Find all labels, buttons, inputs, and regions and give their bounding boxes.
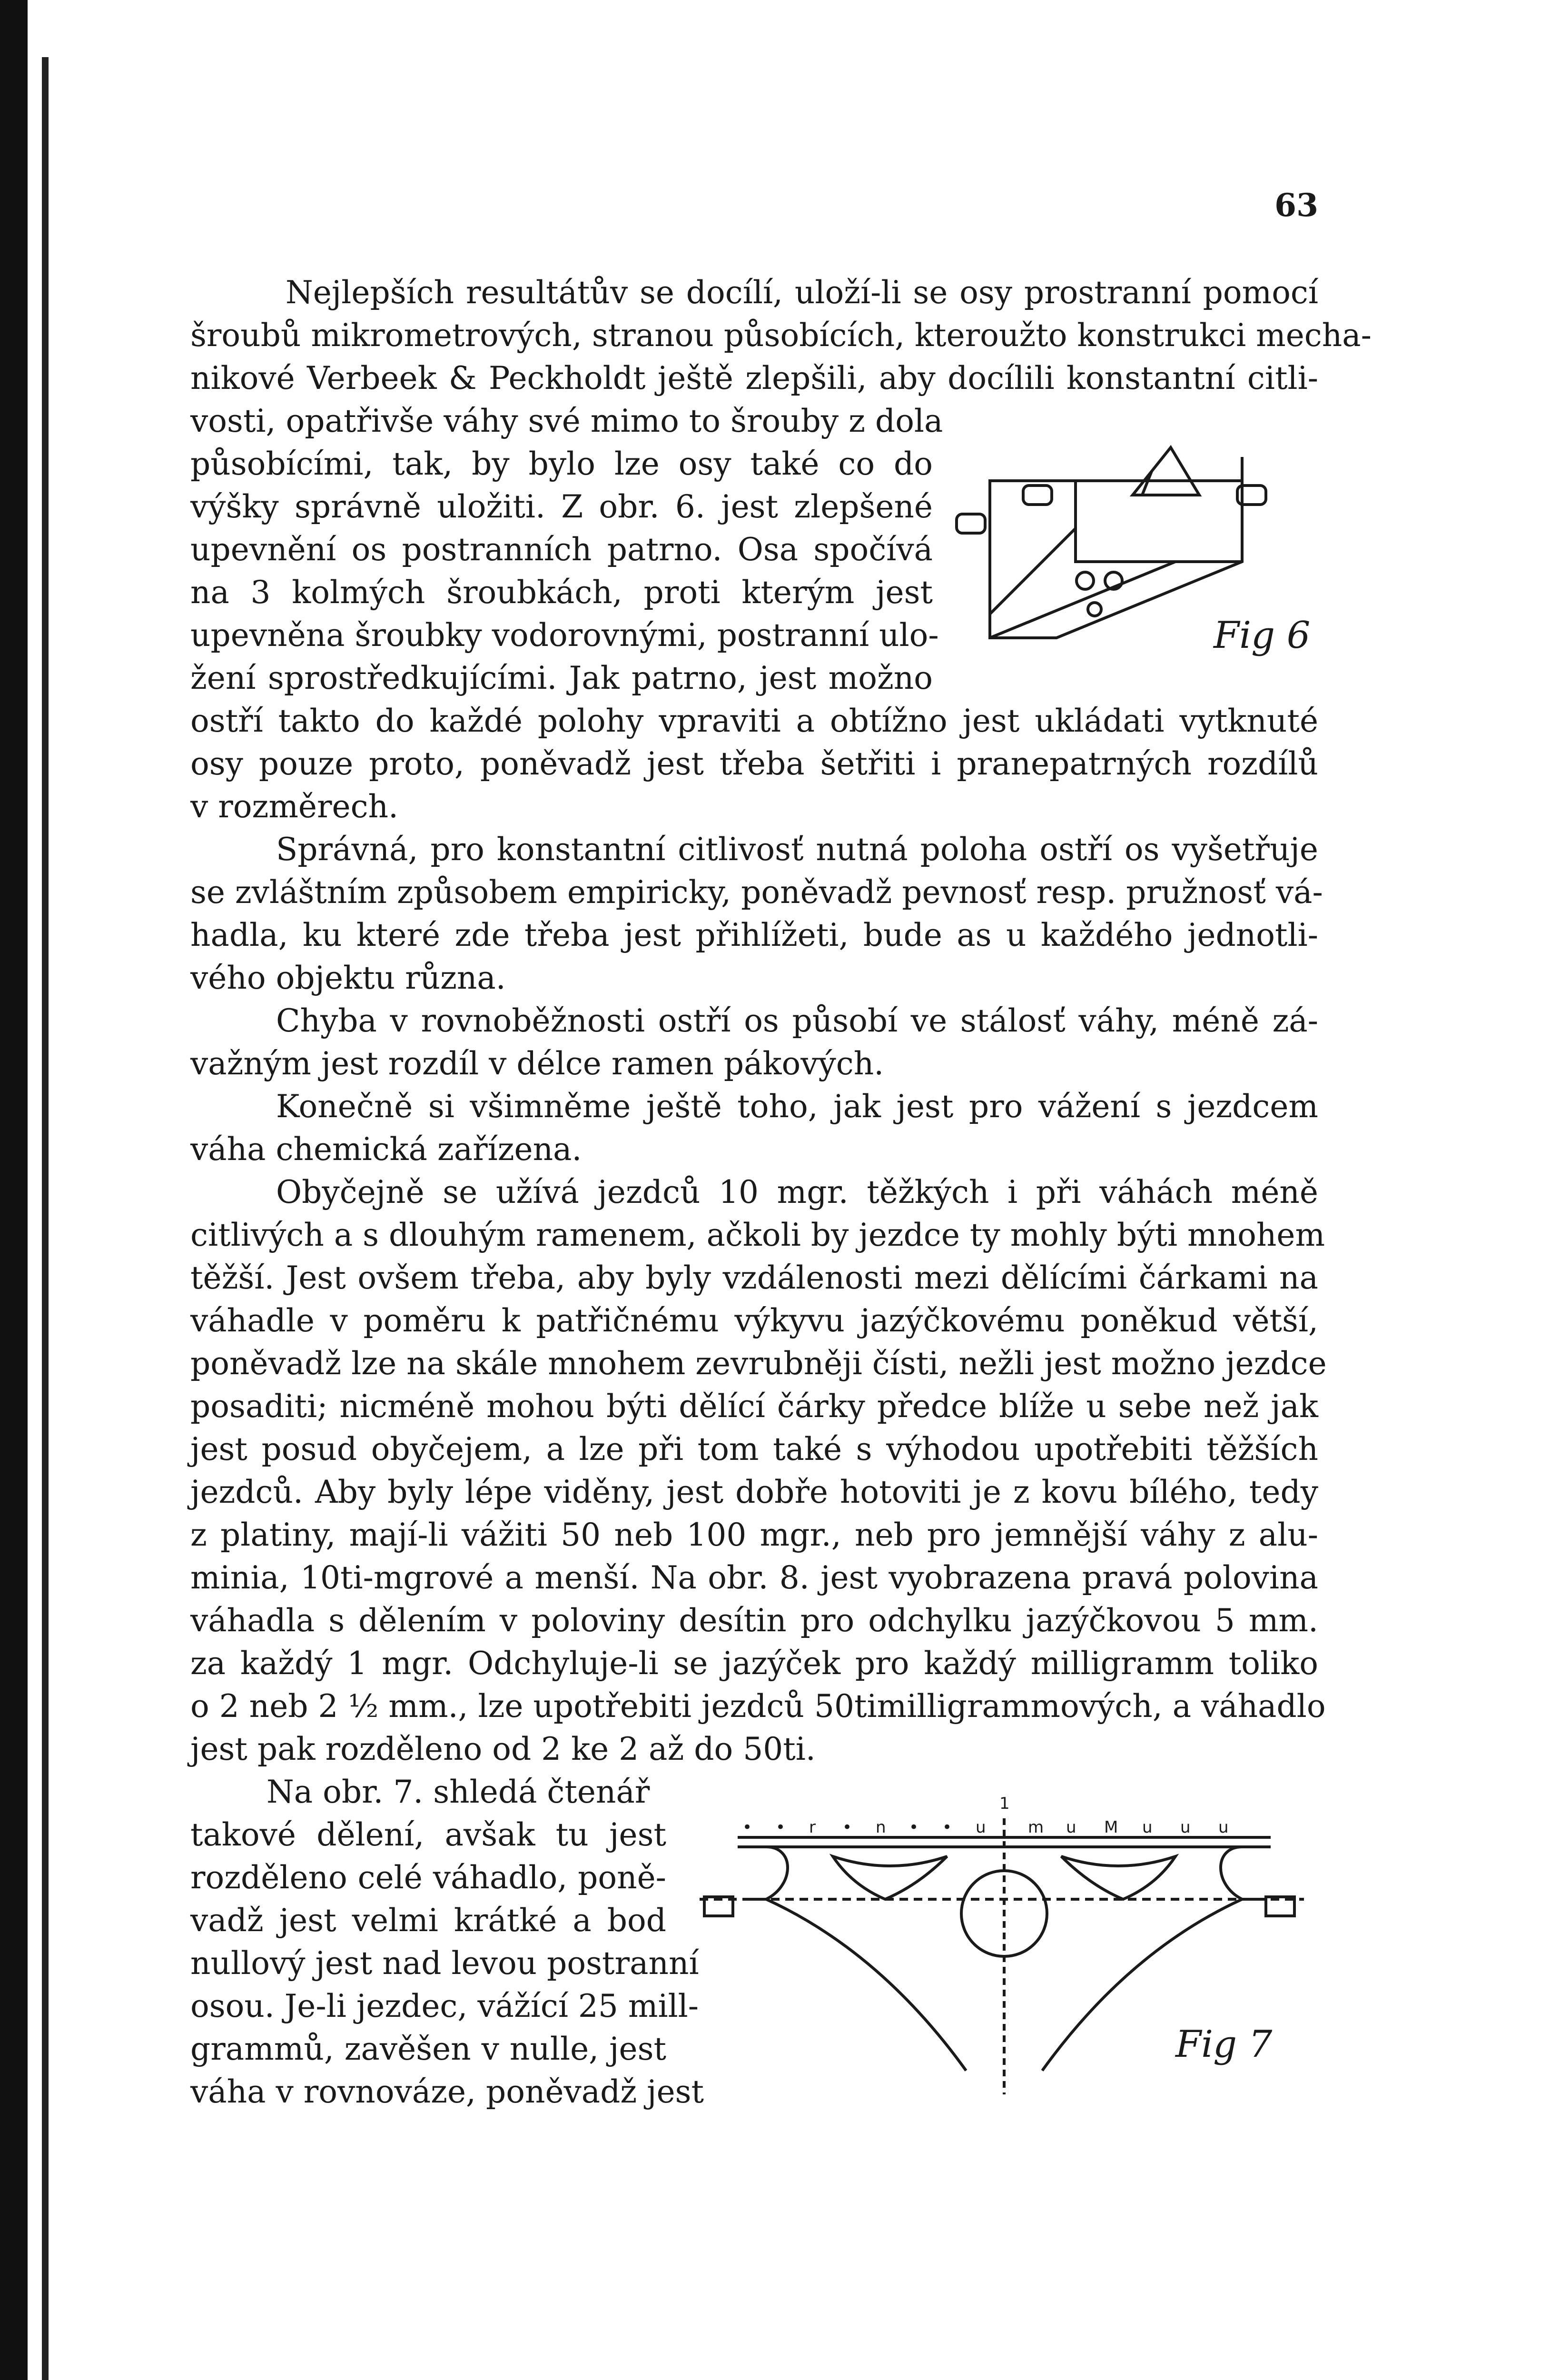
- text-line: Na obr. 7. shledá čtenář: [267, 1774, 650, 1810]
- text-line: o 2 neb 2 ½ mm., lze upotřebiti jezdců 50timilligrammových, a váhadlo: [190, 1688, 1326, 1725]
- book-spine-shadow: [0, 0, 28, 2380]
- text-line: Nejlepších resultátův se docílí, uloží-li se osy prostranní pomocí: [286, 274, 1318, 311]
- scale-mark: m: [1028, 1818, 1044, 1837]
- text-line: jest posud obyčejem, a lze při tom také s výhodou upotřebiti těžších: [190, 1431, 1318, 1468]
- text-line: vadž jest velmi krátké a bod: [190, 1902, 666, 1939]
- text-line: jezdců. Aby byly lépe viděny, jest dobře hotoviti je z kovu bílého, tedy: [190, 1474, 1318, 1510]
- scale-mark: M: [1104, 1818, 1118, 1837]
- text-line: Konečně si všimněme ještě toho, jak jest pro vážení s jezdcem: [276, 1088, 1318, 1125]
- scale-mark: •: [842, 1818, 852, 1837]
- paragraph-3: [190, 1000, 1318, 1085]
- box-left-face: [990, 481, 1076, 614]
- text-line: šroubů mikrometrových, stranou působících, kteroužto konstrukci mecha-: [190, 317, 1372, 354]
- scale-mark: r: [809, 1818, 816, 1837]
- text-line: na 3 kolmých šroubkách, proti kterým jest: [190, 574, 933, 611]
- text-line: váha v rovnováze, poněvadž jest: [190, 2073, 704, 2110]
- text-line: hadla, ku které zde třeba jest přihlížeti, bude as u každého jednotli-: [190, 917, 1318, 953]
- text-line: važným jest rozdíl v délce ramen pákových.: [190, 1045, 884, 1082]
- text-line: těžší. Jest ovšem třeba, aby byly vzdálenosti mezi dělícími čárkami na: [190, 1259, 1318, 1296]
- text-line: jest pak rozděleno od 2 ke 2 až do 50ti.: [190, 1731, 816, 1767]
- beam-left-truss: [833, 1856, 947, 1899]
- scale-mark: u: [1066, 1818, 1076, 1837]
- text-line: Správná, pro konstantní citlivosť nutná poloha ostří os vyšetřuje: [276, 831, 1318, 868]
- scale-mark: u: [1180, 1818, 1191, 1837]
- text-line: upevněna šroubky vodorovnými, postranní ulo-: [190, 617, 939, 654]
- figure-6-label: Fig 6: [1214, 614, 1311, 657]
- text-line: osy pouze proto, poněvadž jest třeba šetřiti i pranepatrných rozdílů: [190, 745, 1318, 782]
- scale-mark: •: [909, 1818, 919, 1837]
- scale-mark: •: [942, 1818, 952, 1837]
- text-line: váha chemická zařízena.: [190, 1131, 582, 1168]
- knife-edge: [1133, 447, 1199, 495]
- text-line: nullový jest nad levou postranní: [190, 1945, 699, 1982]
- text-line: výšky správně uložiti. Z obr. 6. jest zlepšené: [190, 488, 933, 525]
- text-line: váhadla s dělením v poloviny desítin pro odchylku jazýčkovou 5 mm.: [190, 1602, 1318, 1639]
- text-line: z platiny, mají-li vážiti 50 neb 100 mgr., neb pro jemnější váhy z alu-: [190, 1517, 1318, 1553]
- screw-left-side: [957, 514, 985, 533]
- text-line: citlivých a s dlouhým ramenem, ačkoli by jezdce ty mohly býti mnohem: [190, 1217, 1325, 1253]
- scale-mark: n: [876, 1818, 886, 1837]
- screw-bottom-c: [1088, 603, 1101, 616]
- text-line: nikové Verbeek & Peckholdt ještě zlepšili, aby docílili konstantní citli-: [190, 360, 1318, 397]
- book-spine-edge: [42, 57, 49, 2380]
- scale-mark: u: [1218, 1818, 1229, 1837]
- text-line: vosti, opatřivše váhy své mimo to šrouby z dola: [190, 403, 943, 439]
- text-line: upevnění os postranních patrno. Osa spočívá: [190, 531, 933, 568]
- page-number: 63: [1274, 187, 1318, 224]
- figure-7-label: Fig 7: [1175, 2023, 1273, 2066]
- text-line: váhadle v poměru k patřičnému výkyvu jazýčkovému poněkud větší,: [190, 1302, 1318, 1339]
- paragraph-6: [190, 1771, 704, 2113]
- paragraph-4: [190, 1085, 1318, 1171]
- text-line: minia, 10ti-mgrové a menší. Na obr. 8. jest vyobrazena pravá polovina: [190, 1559, 1318, 1596]
- text-line: posaditi; nicméně mohou býti dělící čárky předce blíže u sebe než jak: [190, 1388, 1318, 1425]
- scale-mark: 1: [999, 1794, 1010, 1813]
- paragraph-2: [190, 828, 1323, 1000]
- scale-mark: u: [1142, 1818, 1153, 1837]
- text-line: za každý 1 mgr. Odchyluje-li se jazýček pro každý milligramm toliko: [190, 1645, 1318, 1682]
- text-line: poněvadž lze na skále mnohem zevrubněji čísti, nežli jest možno jezdce: [190, 1345, 1327, 1382]
- scale-mark: •: [776, 1818, 786, 1837]
- text-line: ostří takto do každé polohy vpraviti a obtížno jest ukládati vytknuté: [190, 703, 1318, 739]
- text-line: Chyba v rovnoběžnosti ostří os působí ve stálosť váhy, méně zá-: [276, 1002, 1318, 1039]
- scale-mark: •: [742, 1818, 752, 1837]
- screw-bottom-a: [1076, 572, 1094, 589]
- text-line: osou. Je-li jezdec, vážící 25 mill-: [190, 1988, 699, 2024]
- screw-left-top: [1023, 486, 1052, 505]
- text-line: se zvláštním způsobem empiricky, poněvadž pevnosť resp. pružnosť vá-: [190, 874, 1323, 911]
- text-line: takové dělení, avšak tu jest: [190, 1816, 666, 1853]
- text-line: grammů, zavěšen v nulle, jest: [190, 2031, 666, 2067]
- text-line: vého objektu různa.: [190, 960, 506, 996]
- text-line: Obyčejně se užívá jezdců 10 mgr. těžkých i při váhách méně: [276, 1174, 1318, 1210]
- scale-marks: [742, 1794, 1229, 1837]
- beam-right-truss: [1061, 1856, 1175, 1899]
- text-line: rozděleno celé váhadlo, poně-: [190, 1859, 666, 1896]
- paragraph-5: [190, 1171, 1327, 1771]
- text-line: působícími, tak, by bylo lze osy také co do: [190, 446, 933, 482]
- text-line: v rozměrech.: [190, 788, 399, 825]
- text-line: žení sprostředkujícími. Jak patrno, jest možno: [190, 660, 933, 696]
- scale-mark: u: [976, 1818, 986, 1837]
